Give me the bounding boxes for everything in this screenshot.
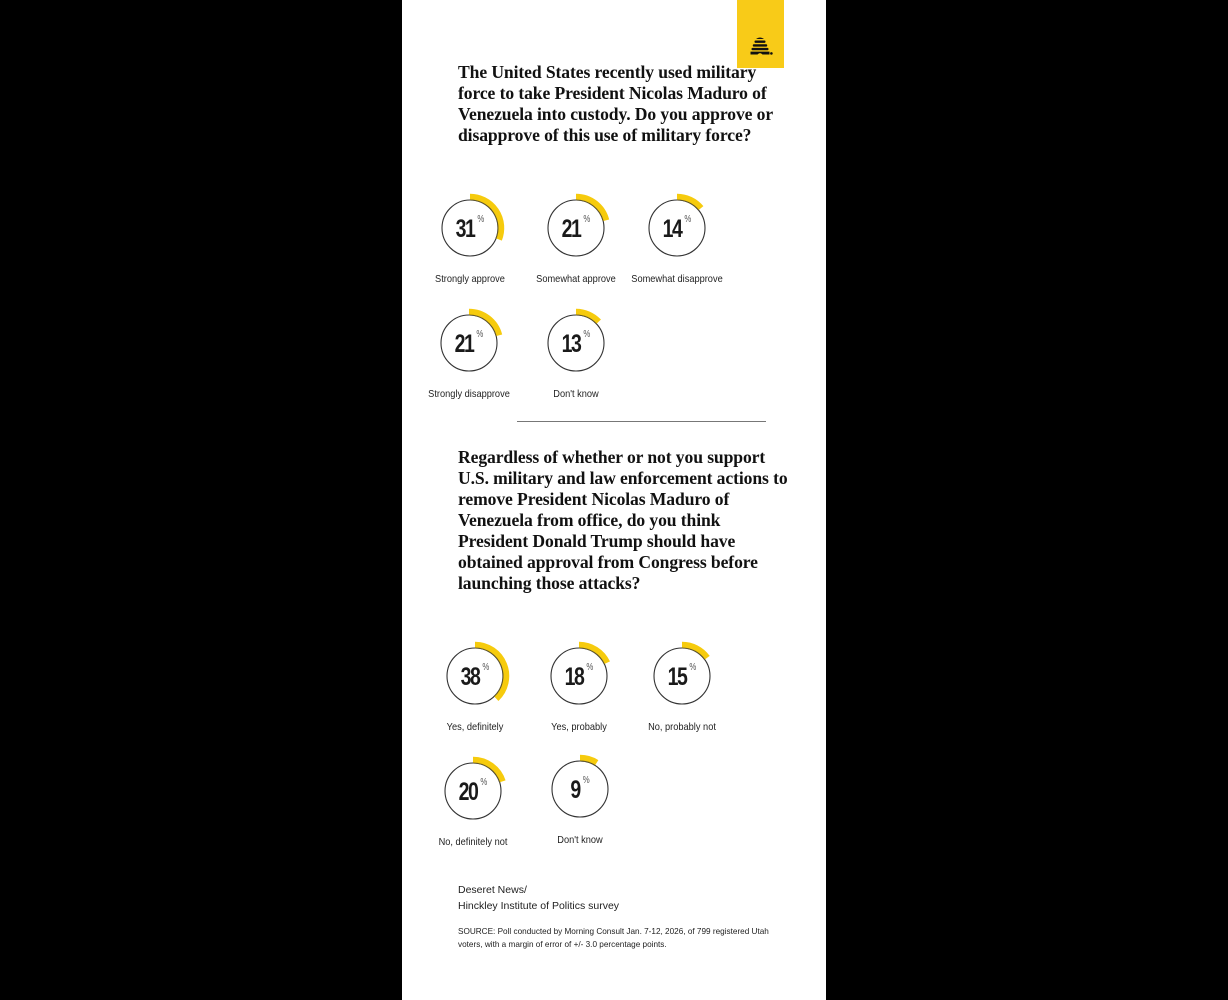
question-1-title: The United States recently used military force to take President Nicolas Maduro of Venezuela into custody. Do you approve or disapprove of this use of military force? <box>458 62 773 145</box>
percent-sign: % <box>684 214 692 225</box>
result-item <box>525 754 635 854</box>
percent-sign: % <box>480 777 488 788</box>
source-note: SOURCE: Poll conducted by Morning Consult Jan. 7-12, 2026, of 799 registered Utah voters, with a margin of error of +/- 3.0 percentage points. <box>458 927 769 949</box>
percent-value: 9 % <box>570 775 590 804</box>
result-label: Strongly approve <box>435 273 505 285</box>
percent-sign: % <box>582 775 590 786</box>
result-item <box>524 641 634 741</box>
infographic-panel <box>402 0 826 1000</box>
result-item <box>415 193 525 293</box>
result-item <box>627 641 737 741</box>
percent-sign: % <box>689 662 697 673</box>
percent-value: 20 % <box>458 777 488 806</box>
question-2-title: Regardless of whether or not you support U.S. military and law enforcement actions to remove President Nicolas Maduro of Venezuela from office, do you think President Donald Trump should have obtained approval from Congress before launching those attacks? <box>458 447 788 593</box>
percent-value: 14 % <box>662 214 692 243</box>
percent-sign: % <box>586 662 594 673</box>
credit-line-2: Hinckley Institute of Politics survey <box>458 899 620 912</box>
percent-value: 18 % <box>564 662 594 691</box>
result-label: Yes, probably <box>551 721 607 733</box>
section-divider <box>517 421 766 422</box>
result-item <box>420 641 530 741</box>
result-label: Don't know <box>557 834 603 846</box>
percent-sign: % <box>583 329 591 340</box>
percent-value: 15 % <box>667 662 697 691</box>
logo-badge <box>737 0 784 68</box>
result-label: No, definitely not <box>438 836 508 848</box>
percent-sign: % <box>583 214 591 225</box>
result-item <box>414 308 524 408</box>
result-label: Yes, definitely <box>446 721 504 733</box>
result-item <box>521 193 631 293</box>
result-item <box>521 308 631 408</box>
percent-value: 38 % <box>460 662 490 691</box>
credit-line-1: Deseret News/ <box>458 884 527 896</box>
result-label: Strongly disapprove <box>428 388 510 400</box>
result-label: No, probably not <box>648 721 716 733</box>
beehive-icon <box>749 36 773 56</box>
result-item <box>418 756 528 856</box>
result-label: Don't know <box>553 388 599 400</box>
percent-value: 21 % <box>561 214 591 243</box>
percent-value: 13 % <box>561 329 591 358</box>
percent-value: 21 % <box>454 329 484 358</box>
percent-sign: % <box>482 662 490 673</box>
percent-sign: % <box>476 329 484 340</box>
result-item <box>622 193 732 293</box>
credit <box>458 883 619 914</box>
percent-sign: % <box>477 214 485 225</box>
result-label: Somewhat approve <box>536 273 616 285</box>
result-label: Somewhat disapprove <box>631 273 723 285</box>
percent-value: 31 % <box>455 214 485 243</box>
